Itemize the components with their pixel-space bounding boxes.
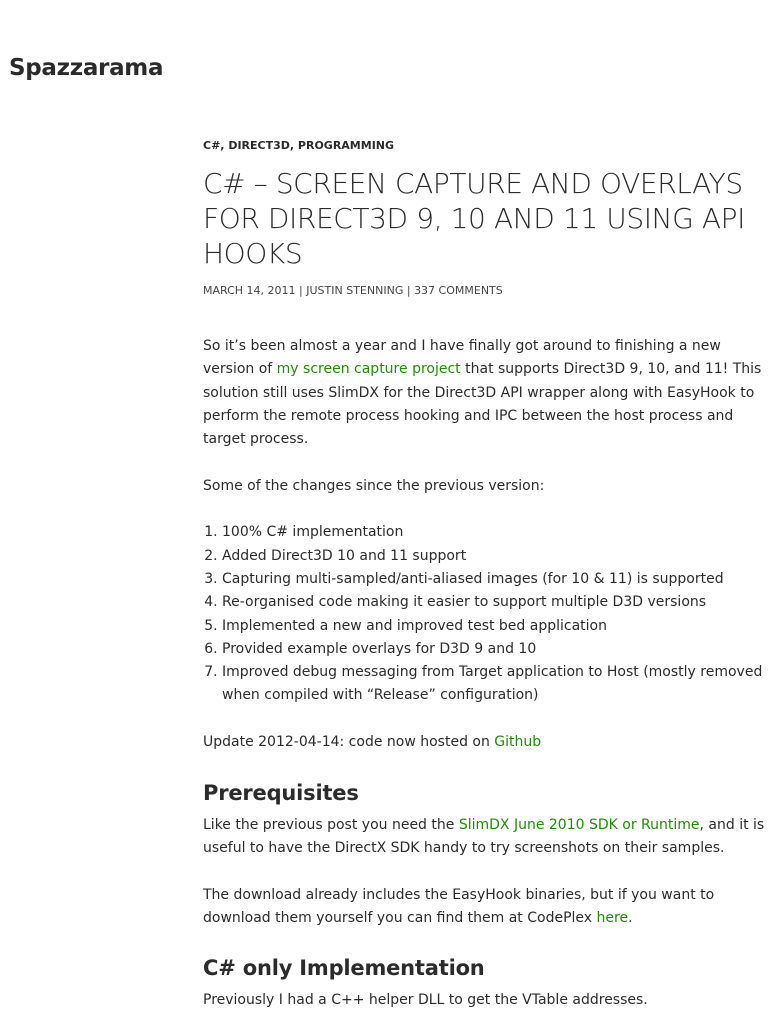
csharp-only-heading: C# only Implementation [203, 956, 485, 981]
changes-list [203, 521, 765, 707]
codeplex-here-link[interactable]: here [596, 909, 629, 926]
easyhook-text: The download already includes the EasyHook binaries, but if you want to download them yourself you can find them at CodePlex [203, 886, 715, 926]
prereq-text-continued: , and it is useful to have the DirectX SDK handy to try screenshots on their samples. [203, 816, 765, 856]
category-separator: , [220, 139, 229, 152]
csharp-paragraph: Previously I had a C++ helper DLL to get the VTable addresses. [203, 992, 648, 1009]
category-link-csharp[interactable]: C# [203, 139, 221, 152]
list-item: 2. Added Direct3D 10 and 11 support [222, 545, 765, 568]
intro-text: So it’s been almost a year and I have finally got around to finishing a new version of [203, 338, 721, 378]
easyhook-paragraph [203, 884, 765, 931]
post-content [203, 335, 765, 1013]
prereq-text: Like the previous post you need the [203, 816, 459, 833]
site-title[interactable]: Spazzarama [9, 55, 164, 81]
category-separator: , [289, 139, 298, 152]
post-title: C# – SCREEN CAPTURE AND OVERLAYS FOR DIRECT3D 9, 10 AND 11 USING API HOOKS [203, 167, 745, 270]
meta-separator: | [299, 284, 303, 297]
category-link-direct3d[interactable]: DIRECT3D [228, 139, 290, 152]
post-date-link[interactable]: MARCH 14, 2011 [203, 284, 296, 297]
slimdx-link[interactable]: SlimDX June 2010 SDK or Runtime [458, 816, 700, 833]
category-link-programming[interactable]: PROGRAMMING [297, 139, 395, 152]
post-meta [203, 284, 765, 298]
update-paragraph [203, 731, 765, 754]
list-item: 7. Improved debug messaging from Target application to Host (mostly removed when compiled with “Release” configuration) [222, 661, 765, 708]
post-comments-link[interactable]: 337 COMMENTS [414, 284, 503, 297]
prerequisites-heading: Prerequisites [203, 780, 359, 805]
list-item: 5. Implemented a new and improved test bed application [222, 615, 765, 638]
changes-intro: Some of the changes since the previous version: [203, 477, 545, 494]
github-link[interactable]: Github [494, 734, 542, 751]
intro-text-continued: that supports Direct3D 9, 10, and 11! This solution still uses SlimDX for the Direct3D API wrapper along with EasyHook to perform the remote process hooking and IPC between the host process and target process. [203, 361, 762, 448]
list-item: 3. Capturing multi-sampled/anti-aliased images (for 10 & 11) is supported [222, 568, 765, 591]
list-item: 6. Provided example overlays for D3D 9 and 10 [222, 638, 765, 661]
list-item: 4. Re-organised code making it easier to support multiple D3D versions [222, 591, 765, 614]
intro-paragraph [203, 335, 765, 451]
prereq-paragraph [203, 814, 765, 861]
list-item: 1. 100% C# implementation [222, 521, 765, 544]
post-author-link[interactable]: JUSTIN STENNING [306, 284, 404, 297]
screen-capture-project-link[interactable]: my screen capture project [276, 361, 461, 378]
post-categories [203, 139, 765, 153]
meta-separator: | [406, 284, 411, 297]
post-article [203, 139, 765, 1036]
easyhook-text-end: . [628, 909, 633, 926]
update-text: Update 2012-04-14: code now hosted on [203, 734, 495, 751]
